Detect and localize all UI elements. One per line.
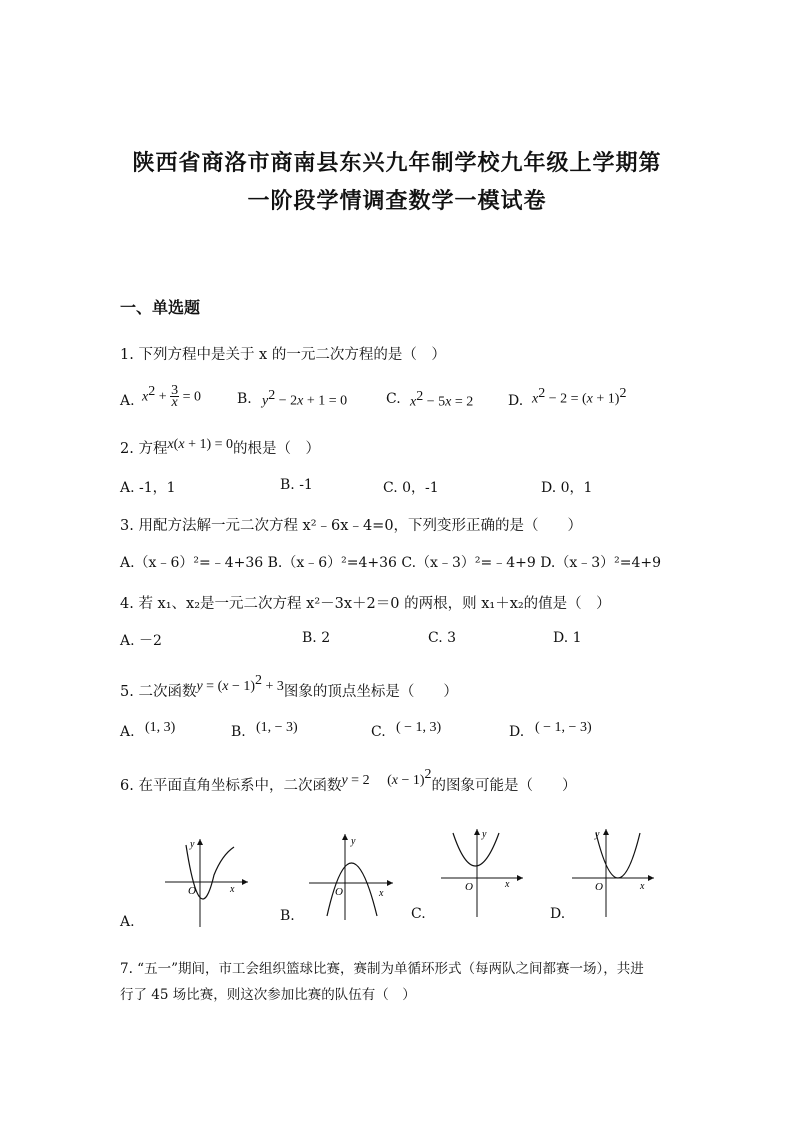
q4-option-b: B. 2: [302, 630, 331, 646]
q6-graph-d: [568, 825, 658, 920]
q5-stem-math: $y = (x - 1)^2 + 3$: [196, 673, 284, 694]
q5-stem-post: 图象的顶点坐标是（ ）: [283, 683, 458, 700]
question-2-stem: [120, 437, 320, 458]
q6-graph-c: [437, 825, 527, 920]
q1-option-d-math: $x^2 - 2 = (x + 1)^2$: [532, 386, 627, 407]
q5-option-a-label: A.: [120, 724, 135, 740]
q5-option-b-math: (1, − 3): [256, 720, 298, 735]
q6-b-x-label: x: [379, 888, 384, 899]
q1-option-b-label: B.: [237, 391, 252, 407]
q4-option-d: D. 1: [553, 630, 582, 646]
q1-option-c-math: $x^2 - 5x = 2$: [410, 389, 474, 410]
q2-option-c: C. 0，-1: [383, 480, 439, 496]
q1-option-b-math: $y^2 - 2x + 1 = 0$: [262, 388, 348, 409]
section-heading: 一、单选题: [120, 298, 201, 317]
q6-c-y-label: y: [482, 829, 487, 840]
question-4-stem: 4. 若 x₁、x₂是一元二次方程 x²－3x＋2＝0 的两根，则 x₁＋x₂的值是（ ）: [120, 596, 611, 612]
q6-d-x-label: x: [640, 881, 645, 892]
q6-d-y-label: y: [595, 829, 600, 840]
q5-option-b-label: B.: [231, 724, 246, 740]
q6-a-x-label: x: [230, 884, 235, 895]
q6-graph-b: [305, 830, 395, 925]
title-line-2: 一阶段学情调查数学一模试卷: [247, 189, 547, 214]
q6-option-a-label: A.: [120, 914, 135, 930]
q4-option-a: A. －2: [120, 633, 162, 649]
q6-option-b-label: B.: [280, 908, 295, 924]
question-6-stem: [120, 767, 577, 795]
q2-stem-pre: 2. 方程: [120, 441, 168, 457]
q2-option-b: B. -1: [280, 477, 313, 493]
q6-c-x-label: x: [505, 879, 510, 890]
question-7-line-1: 7. “五一”期间，市工会组织篮球比赛，赛制为单循环形式（每两队之间都赛一场），共进: [120, 961, 644, 977]
q6-b-y-label: y: [351, 836, 356, 847]
q4-option-c: C. 3: [428, 630, 457, 646]
q2-option-d: D. 0，1: [541, 480, 593, 496]
question-3-stem: 3. 用配方法解一元二次方程 x²﹣6x﹣4=0，下列变形正确的是（ ）: [120, 518, 583, 534]
q6-stem-math: y = 2 $(x - 1)^2$: [341, 767, 432, 788]
q1-option-d-label: D.: [508, 393, 524, 409]
title-line-1: 陕西省商洛市商南县东兴九年制学校九年级上学期第: [132, 151, 662, 176]
q6-a-origin-label: O: [188, 885, 196, 897]
q5-stem-pre: 5. 二次函数: [120, 683, 197, 700]
question-5-stem: [120, 673, 458, 701]
q5-option-d-math: ( − 1, − 3): [535, 720, 592, 735]
q6-a-y-label: y: [190, 839, 195, 850]
q5-option-c-math: ( − 1, 3): [396, 720, 442, 735]
q6-b-origin-label: O: [335, 886, 343, 898]
question-1-stem: 1. 下列方程中是关于 x 的一元二次方程的是（ ）: [120, 347, 446, 363]
q6-option-c-label: C.: [411, 906, 426, 922]
q6-graph-a: [160, 835, 250, 930]
q6-stem-pre: 6. 在平面直角坐标系中，二次函数: [120, 777, 342, 794]
q1-option-a-math: $x^2$ + $\frac{3}{x}$ = 0: [142, 383, 202, 411]
q6-d-origin-label: O: [595, 881, 603, 893]
q2-stem-post: 的根是（ ）: [233, 441, 321, 457]
q5-option-c-label: C.: [371, 724, 386, 740]
q1-option-a-label: A.: [120, 393, 135, 409]
q6-option-d-label: D.: [550, 906, 566, 922]
q5-option-a-math: (1, 3): [145, 720, 176, 735]
q3-options: A.（x﹣6）²=﹣4+36 B.（x﹣6）²=4+36 C.（x﹣3）²=﹣4+9 D.（x﹣3）²=4+9: [120, 555, 662, 571]
q1-option-c-label: C.: [386, 391, 401, 407]
q5-option-d-label: D.: [509, 724, 525, 740]
q6-c-origin-label: O: [465, 881, 473, 893]
q6-stem-post: 的图象可能是（ ）: [431, 777, 577, 794]
question-7-line-2: 行了 45 场比赛，则这次参加比赛的队伍有（ ）: [120, 987, 416, 1003]
q2-stem-math: x(x + 1) = 0: [167, 437, 234, 452]
q2-option-a: A. -1，1: [120, 480, 176, 496]
